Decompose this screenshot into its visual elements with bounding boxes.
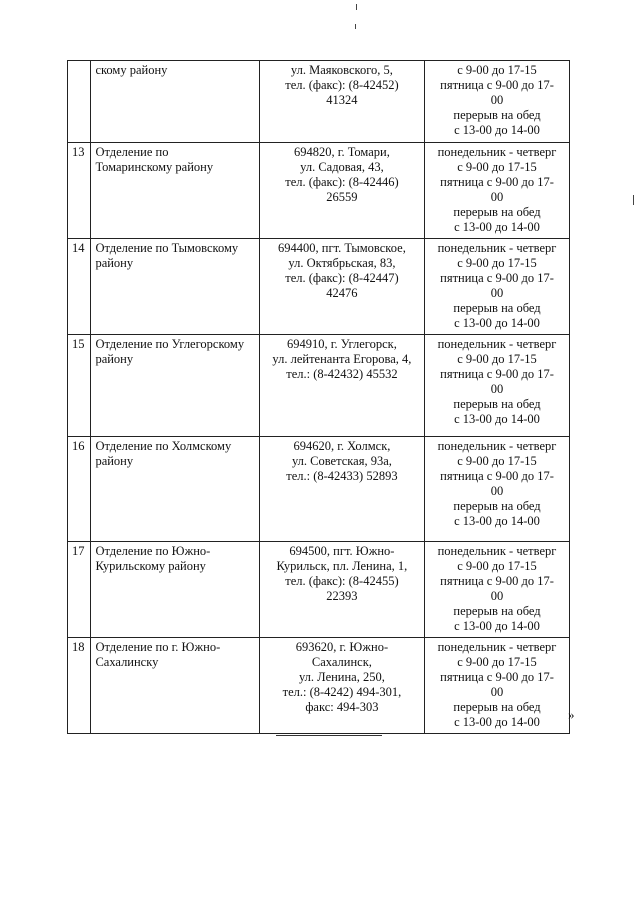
table-body <box>68 61 570 734</box>
working-hours <box>425 437 570 542</box>
name-line: Отделение по г. Южно- <box>95 640 221 654</box>
table-row <box>68 437 570 542</box>
working-hours <box>425 61 570 143</box>
hours-line: с 13-00 до 14-00 <box>454 619 540 633</box>
hours-line: с 13-00 до 14-00 <box>454 316 540 330</box>
name-line: скому району <box>95 63 168 77</box>
department-name <box>91 239 259 335</box>
hours-line: 00 <box>490 589 504 603</box>
department-name <box>91 437 259 542</box>
name-line: району <box>95 352 134 366</box>
hours-line: с 13-00 до 14-00 <box>454 514 540 528</box>
end-divider-line <box>276 735 382 736</box>
name-line: Отделение по Холмскому <box>95 439 232 453</box>
address-line: 694820, г. Томари, <box>293 145 390 159</box>
department-address <box>259 542 424 638</box>
address-line: ул. Советская, 93а, <box>291 454 392 468</box>
hours-line: 00 <box>490 190 504 204</box>
address-line: тел.: (8-42432) 45532 <box>286 367 398 381</box>
hours-line: понедельник - четверг <box>437 544 557 558</box>
name-line: району <box>95 256 134 270</box>
department-address <box>259 143 424 239</box>
department-name <box>91 542 259 638</box>
name-line: Сахалинску <box>95 655 159 669</box>
table-row <box>68 638 570 734</box>
row-number: 16 <box>68 437 91 542</box>
address-line: 694620, г. Холмск, <box>293 439 391 453</box>
address-line: 694400, пгт. Тымовское, <box>278 241 406 255</box>
row-number: 17 <box>68 542 91 638</box>
department-name <box>91 638 259 734</box>
address-line: 42476 <box>326 286 358 300</box>
row-number: 15 <box>68 335 91 437</box>
hours-line: перерыв на обед <box>453 604 541 618</box>
department-name <box>91 61 259 143</box>
hours-line: с 9-00 до 17-15 <box>457 559 537 573</box>
address-line: тел. (факс): (8-42452) <box>285 78 399 92</box>
hours-line: 00 <box>490 685 504 699</box>
department-address <box>259 335 424 437</box>
working-hours <box>425 542 570 638</box>
hours-line: с 13-00 до 14-00 <box>454 220 540 234</box>
address-line: ул. Маяковского, 5, <box>290 63 393 77</box>
department-name <box>91 143 259 239</box>
address-line: факс: 494-303 <box>305 700 379 714</box>
table-row <box>68 61 570 143</box>
name-line: Отделение по Углегорскому <box>95 337 245 351</box>
hours-line: пятница с 9-00 до 17- <box>440 175 554 189</box>
hours-line: пятница с 9-00 до 17- <box>440 469 554 483</box>
hours-line: пятница с 9-00 до 17- <box>440 670 554 684</box>
department-address <box>259 437 424 542</box>
hours-line: понедельник - четверг <box>437 145 557 159</box>
hours-line: перерыв на обед <box>453 205 541 219</box>
department-address <box>259 239 424 335</box>
address-line: ул. Ленина, 250, <box>298 670 385 684</box>
hours-line: с 9-00 до 17-15 <box>457 256 537 270</box>
address-line: ул. Садовая, 43, <box>300 160 384 174</box>
working-hours <box>425 143 570 239</box>
address-line: ул. лейтенанта Егорова, 4, <box>272 352 412 366</box>
table-row <box>68 542 570 638</box>
hours-line: с 9-00 до 17-15 <box>457 352 537 366</box>
hours-line: 00 <box>490 484 504 498</box>
address-line: 693620, г. Южно- <box>295 640 389 654</box>
name-line: Отделение по <box>95 145 169 159</box>
row-number <box>68 61 91 143</box>
address-line: 694910, г. Углегорск, <box>287 337 397 351</box>
name-line: Отделение по Тымовскому <box>95 241 239 255</box>
closing-quote-mark: » <box>568 707 575 722</box>
address-line: тел.: (8-4242) 494-301, <box>282 685 402 699</box>
departments-table <box>67 60 570 734</box>
scan-speck-right <box>633 195 634 205</box>
address-line: ул. Октябрьская, 83, <box>288 256 396 270</box>
department-name <box>91 335 259 437</box>
working-hours <box>425 638 570 734</box>
working-hours <box>425 335 570 437</box>
name-line: Томаринскому району <box>95 160 214 174</box>
table-row <box>68 335 570 437</box>
hours-line: с 9-00 до 17-15 <box>457 454 537 468</box>
name-line: Курильскому району <box>95 559 206 573</box>
hours-line: с 9-00 до 17-15 <box>457 63 537 77</box>
hours-line: с 13-00 до 14-00 <box>454 715 540 729</box>
row-number: 13 <box>68 143 91 239</box>
hours-line: с 9-00 до 17-15 <box>457 160 537 174</box>
working-hours <box>425 239 570 335</box>
hours-line: 00 <box>490 382 504 396</box>
address-line: Сахалинск, <box>311 655 372 669</box>
address-line: 22393 <box>326 589 358 603</box>
hours-line: перерыв на обед <box>453 700 541 714</box>
name-line: району <box>95 454 134 468</box>
hours-line: 00 <box>490 286 504 300</box>
scan-speck-top-2 <box>355 24 356 29</box>
address-line: тел.: (8-42433) 52893 <box>286 469 398 483</box>
hours-line: пятница с 9-00 до 17- <box>440 574 554 588</box>
address-line: тел. (факс): (8-42455) <box>285 574 399 588</box>
hours-line: понедельник - четверг <box>437 640 557 654</box>
scan-speck-top <box>356 4 357 10</box>
name-line: Отделение по Южно- <box>95 544 211 558</box>
address-line: 41324 <box>326 93 358 107</box>
hours-line: понедельник - четверг <box>437 337 557 351</box>
hours-line: с 13-00 до 14-00 <box>454 123 540 137</box>
hours-line: пятница с 9-00 до 17- <box>440 271 554 285</box>
address-line: тел. (факс): (8-42447) <box>285 271 399 285</box>
department-address <box>259 61 424 143</box>
table-row <box>68 239 570 335</box>
address-line: 26559 <box>326 190 358 204</box>
address-line: Курильск, пл. Ленина, 1, <box>276 559 408 573</box>
hours-line: 00 <box>490 93 504 107</box>
address-line: тел. (факс): (8-42446) <box>285 175 399 189</box>
hours-line: с 13-00 до 14-00 <box>454 412 540 426</box>
hours-line: перерыв на обед <box>453 397 541 411</box>
row-number: 18 <box>68 638 91 734</box>
hours-line: с 9-00 до 17-15 <box>457 655 537 669</box>
department-address <box>259 638 424 734</box>
table-row <box>68 143 570 239</box>
hours-line: понедельник - четверг <box>437 241 557 255</box>
address-line: 694500, пгт. Южно- <box>289 544 395 558</box>
hours-line: понедельник - четверг <box>437 439 557 453</box>
row-number: 14 <box>68 239 91 335</box>
hours-line: пятница с 9-00 до 17- <box>440 78 554 92</box>
hours-line: пятница с 9-00 до 17- <box>440 367 554 381</box>
hours-line: перерыв на обед <box>453 301 541 315</box>
hours-line: перерыв на обед <box>453 499 541 513</box>
hours-line: перерыв на обед <box>453 108 541 122</box>
